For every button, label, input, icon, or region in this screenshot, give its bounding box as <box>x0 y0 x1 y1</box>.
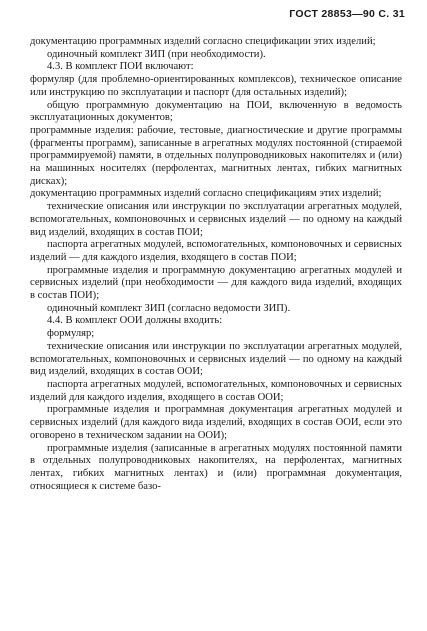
paragraph: документацию программных изделий согласно спецификации этих изделий; <box>30 36 376 47</box>
paragraph: программные изделия: рабочие, тестовые, диагностические и другие программы (фрагменты программ), записанные в агрегатных модулях постоянной (стираемой программируемой) памяти, в отдельных полупроводниковых накопителях и (или) на машинных носителях (перфолентах, магнитных лентах, гибких магнитных дисках); <box>30 124 402 187</box>
paragraph: программные изделия и программная документация агрегатных модулей и сервисных изделий (для каждого вида изделий, входящих в состав ООИ, если это оговорено в техническом задании на ООИ); <box>30 404 402 441</box>
paragraph: 4.3. В комплект ПОИ включают: <box>47 61 194 73</box>
paragraph: программные изделия (записанные в агрегатных модулях постоянной памяти в отдельных полупроводниковых накопителях, на перфолентах, магнитных лентах, гибких магнитных лентах) и (или) программная документация, относящиеся к системе базо- <box>30 442 402 492</box>
paragraph: паспорта агрегатных модулей, вспомогательных, компоновочных и сервисных изделий для каждого изделия, входящего в состав ООИ; <box>30 378 402 403</box>
paragraph: документацию программных изделий согласно спецификациям этих изделий; <box>30 188 382 200</box>
page-header: ГОСТ 28853—90 С. 31 <box>289 8 405 20</box>
paragraph: технические описания или инструкции по эксплуатации агрегатных модулей, вспомогательных, компоновочных и сервисных изделий — по одному на каждый вид изделий, входящих в состав ПОИ; <box>30 201 402 238</box>
paragraph: одиночный комплект ЗИП (согласно ведомости ЗИП). <box>47 302 291 314</box>
document-body <box>30 36 402 493</box>
paragraph: программные изделия и программную документацию агрегатных модулей и сервисных изделий (при необходимости — для каждого вида изделий, входящих в состав ПОИ); <box>30 264 402 302</box>
paragraph: формуляр (для проблемно-ориентированных комплексов), техническое описание или инструкцию по эксплуатации и паспорт (для остальных изделий); <box>30 74 402 98</box>
paragraph: одиночный комплект ЗИП (при необходимости). <box>47 48 266 60</box>
paragraph: общую программную документацию на ПОИ, включенную в ведомость эксплуатационных документов; <box>30 99 402 124</box>
paragraph: паспорта агрегатных модулей, вспомогательных, компоновочных и сервисных изделий — для каждого изделия, входящего в состав ПОИ; <box>30 239 402 263</box>
paragraph: 4.4. В комплект ООИ должны входить: <box>47 315 223 327</box>
paragraph: формуляр; <box>47 328 95 340</box>
paragraph: технические описания или инструкции по эксплуатации агрегатных модулей, вспомогательных, компоновочных и сервисных изделий — по одному на каждый вид изделий, входящих в состав ООИ; <box>30 340 402 378</box>
